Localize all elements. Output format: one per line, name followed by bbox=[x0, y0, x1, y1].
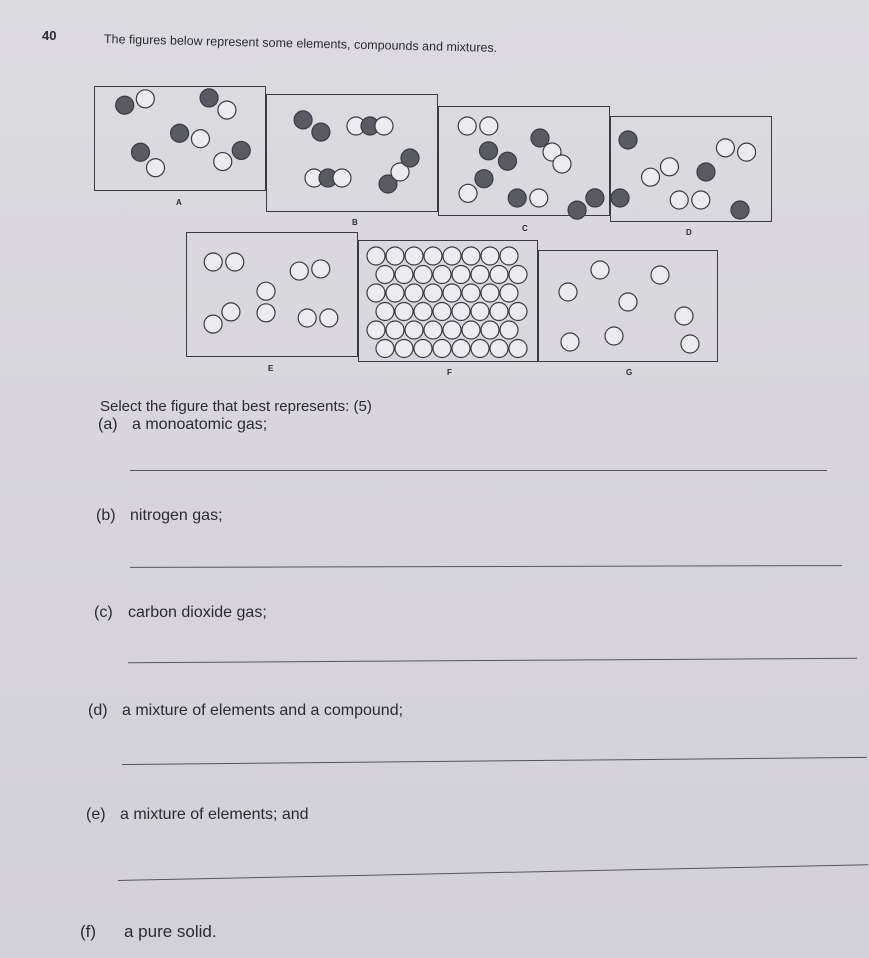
fig-f-atom bbox=[471, 303, 489, 321]
fig-f-atom bbox=[509, 266, 527, 284]
fig-f-atom bbox=[471, 340, 489, 358]
fig-d-molecule-atom bbox=[670, 191, 688, 209]
fig-d-molecule-atom bbox=[660, 158, 678, 176]
fig-a-molecule-atom bbox=[232, 141, 250, 159]
fig-e-molecule-atom bbox=[257, 304, 275, 322]
fig-c-molecule-atom bbox=[498, 152, 516, 170]
fig-d-molecule-atom bbox=[738, 143, 756, 161]
fig-a-molecule-atom bbox=[214, 153, 232, 171]
fig-f-atom bbox=[414, 303, 432, 321]
fig-a-molecule-atom bbox=[136, 90, 154, 108]
fig-f-atom bbox=[500, 321, 518, 339]
fig-f-atom bbox=[405, 284, 423, 302]
fig-d-atom bbox=[619, 131, 637, 149]
fig-f-atom bbox=[452, 303, 470, 321]
part-a-letter: (a) bbox=[98, 416, 118, 433]
fig-d-molecule-atom bbox=[642, 168, 660, 186]
fig-f-atom bbox=[424, 284, 442, 302]
question-intro: The figures below represent some elements, compounds and mixtures. bbox=[103, 32, 498, 55]
fig-f-atom bbox=[386, 284, 404, 302]
part-a-text: a monoatomic gas; bbox=[132, 416, 268, 433]
fig-f-atom bbox=[443, 284, 461, 302]
fig-a-molecule-atom bbox=[218, 101, 236, 119]
figure-label-b: B bbox=[352, 218, 358, 227]
fig-f-atom bbox=[481, 247, 499, 265]
fig-f-atom bbox=[443, 321, 461, 339]
fig-b-molecule-atom bbox=[294, 111, 312, 129]
fig-f-atom bbox=[490, 303, 508, 321]
fig-a-molecule-atom bbox=[116, 96, 134, 114]
fig-g-atom bbox=[559, 283, 577, 301]
fig-f-atom bbox=[452, 266, 470, 284]
fig-c-molecule-atom bbox=[480, 117, 498, 135]
fig-f-atom bbox=[462, 284, 480, 302]
fig-f-atom bbox=[481, 284, 499, 302]
part-c-text: carbon dioxide gas; bbox=[128, 604, 267, 621]
fig-f-atom bbox=[367, 321, 385, 339]
fig-b-molecule-atom bbox=[333, 169, 351, 187]
fig-g-atom bbox=[605, 327, 623, 345]
question-number: 40 bbox=[42, 28, 57, 43]
fig-f-atom bbox=[471, 266, 489, 284]
fig-e-molecule-atom bbox=[298, 309, 316, 327]
fig-f-atom bbox=[424, 247, 442, 265]
fig-e-molecule-atom bbox=[312, 260, 330, 278]
fig-c-molecule-atom bbox=[475, 170, 493, 188]
fig-e-molecule-atom bbox=[290, 262, 308, 280]
answer-line-c[interactable] bbox=[128, 658, 857, 663]
fig-c-molecule-atom bbox=[480, 142, 498, 160]
fig-d-atom bbox=[731, 201, 749, 219]
part-f-letter: (f) bbox=[80, 922, 97, 941]
fig-f-atom bbox=[376, 266, 394, 284]
fig-e-molecule-atom bbox=[257, 282, 275, 300]
fig-f-atom bbox=[433, 303, 451, 321]
part-b bbox=[96, 507, 223, 525]
fig-f-atom bbox=[367, 284, 385, 302]
fig-b-molecule-atom bbox=[375, 117, 393, 135]
fig-e-molecule-atom bbox=[320, 309, 338, 327]
fig-f-atom bbox=[376, 303, 394, 321]
fig-f-atom bbox=[424, 321, 442, 339]
part-d bbox=[88, 702, 403, 720]
answer-line-e[interactable] bbox=[118, 864, 868, 881]
part-e-text: a mixture of elements; and bbox=[120, 806, 309, 823]
fig-c-molecule-atom bbox=[586, 189, 604, 207]
fig-f-atom bbox=[405, 321, 423, 339]
fig-f-atom bbox=[500, 247, 518, 265]
fig-f-atom bbox=[405, 247, 423, 265]
fig-g-atom bbox=[619, 293, 637, 311]
fig-g-atom bbox=[681, 335, 699, 353]
fig-f-atom bbox=[509, 303, 527, 321]
fig-g-atom bbox=[651, 266, 669, 284]
fig-f-atom bbox=[452, 340, 470, 358]
fig-f-atom bbox=[443, 247, 461, 265]
part-b-letter: (b) bbox=[96, 507, 116, 524]
fig-a-molecule-atom bbox=[191, 130, 209, 148]
fig-f-atom bbox=[367, 247, 385, 265]
fig-f-atom bbox=[481, 321, 499, 339]
fig-f-atom bbox=[500, 284, 518, 302]
fig-b-molecule-atom bbox=[312, 123, 330, 141]
part-f-text: a pure solid. bbox=[124, 922, 217, 941]
figure-label-a: A bbox=[176, 198, 182, 207]
fig-f-atom bbox=[509, 340, 527, 358]
fig-a-molecule-atom bbox=[200, 89, 218, 107]
fig-g-atom bbox=[591, 261, 609, 279]
part-c-letter: (c) bbox=[94, 604, 113, 621]
part-c bbox=[94, 604, 267, 622]
fig-g-atom bbox=[561, 333, 579, 351]
figure-label-f: F bbox=[447, 368, 452, 377]
fig-a-molecule-atom bbox=[171, 124, 189, 142]
fig-f-atom bbox=[490, 340, 508, 358]
fig-a-molecule-atom bbox=[147, 159, 165, 177]
fig-d-atom bbox=[697, 163, 715, 181]
fig-g-atom bbox=[675, 307, 693, 325]
part-d-letter: (d) bbox=[88, 702, 108, 719]
fig-f-atom bbox=[414, 266, 432, 284]
fig-e-molecule-atom bbox=[226, 253, 244, 271]
fig-e-molecule-atom bbox=[222, 303, 240, 321]
part-a bbox=[98, 416, 267, 434]
fig-f-atom bbox=[395, 303, 413, 321]
figure-label-d: D bbox=[686, 228, 692, 237]
answer-line-b[interactable] bbox=[130, 565, 842, 568]
part-e bbox=[86, 806, 309, 824]
fig-e-molecule-atom bbox=[204, 253, 222, 271]
fig-f-atom bbox=[433, 266, 451, 284]
instruction-text: Select the figure that best represents: (5) bbox=[100, 398, 372, 415]
fig-c-molecule-atom bbox=[553, 155, 571, 173]
fig-f-atom bbox=[462, 321, 480, 339]
part-f bbox=[80, 922, 217, 942]
fig-c-molecule-atom bbox=[459, 184, 477, 202]
fig-c-molecule-atom bbox=[508, 189, 526, 207]
fig-d-atom bbox=[611, 189, 629, 207]
answer-line-d[interactable] bbox=[122, 757, 867, 765]
fig-f-atom bbox=[490, 266, 508, 284]
fig-f-atom bbox=[395, 266, 413, 284]
fig-c-molecule-atom bbox=[458, 117, 476, 135]
part-b-text: nitrogen gas; bbox=[130, 507, 223, 524]
fig-f-atom bbox=[395, 340, 413, 358]
fig-f-atom bbox=[376, 340, 394, 358]
fig-d-molecule-atom bbox=[716, 139, 734, 157]
fig-f-atom bbox=[414, 340, 432, 358]
fig-f-atom bbox=[433, 340, 451, 358]
fig-f-atom bbox=[386, 247, 404, 265]
fig-c-molecule-atom bbox=[530, 189, 548, 207]
fig-f-atom bbox=[462, 247, 480, 265]
figure-label-c: C bbox=[522, 224, 528, 233]
part-e-letter: (e) bbox=[86, 806, 106, 823]
answer-line-a[interactable] bbox=[130, 470, 827, 471]
fig-b-molecule-atom bbox=[401, 149, 419, 167]
fig-d-molecule-atom bbox=[692, 191, 710, 209]
fig-a-molecule-atom bbox=[131, 143, 149, 161]
figure-label-e: E bbox=[268, 364, 274, 373]
figure-label-g: G bbox=[626, 368, 633, 377]
fig-e-molecule-atom bbox=[204, 315, 222, 333]
particle-diagrams bbox=[0, 0, 869, 420]
part-d-text: a mixture of elements and a compound; bbox=[122, 702, 404, 719]
fig-f-atom bbox=[386, 321, 404, 339]
fig-c-molecule-atom bbox=[568, 201, 586, 219]
